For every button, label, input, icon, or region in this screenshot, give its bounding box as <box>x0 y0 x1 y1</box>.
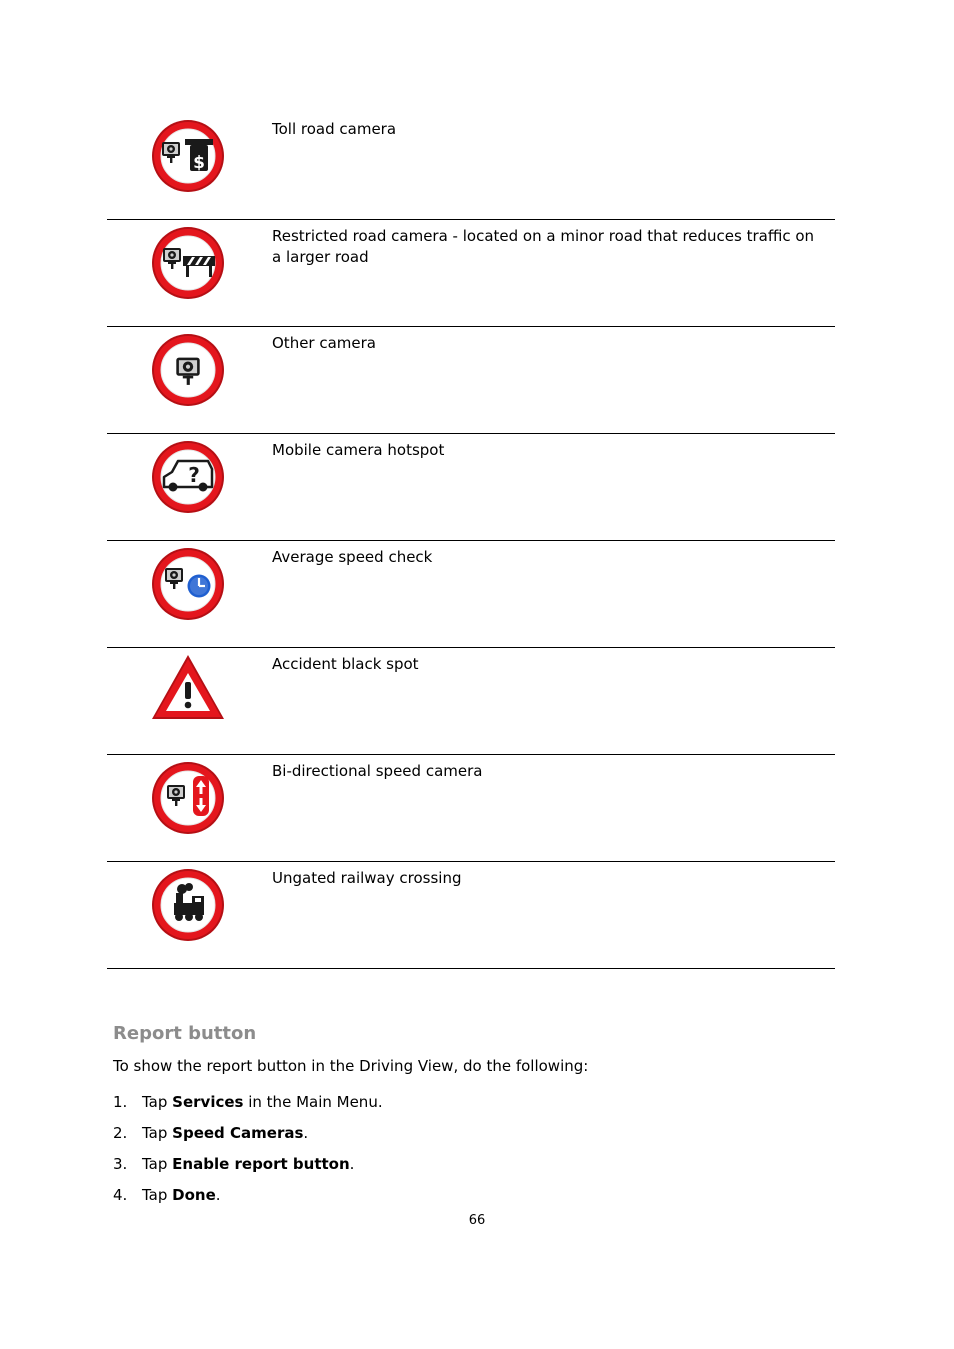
svg-text:?: ? <box>188 463 200 487</box>
svg-text:$: $ <box>193 153 205 173</box>
table-row <box>107 755 835 862</box>
camera-description: Ungated railway crossing <box>272 869 462 887</box>
camera-description: Bi-directional speed camera <box>272 762 483 780</box>
table-row <box>107 220 835 327</box>
table-row <box>107 327 835 434</box>
speed-camera-table <box>107 113 835 969</box>
table-row <box>107 541 835 648</box>
step-number: 4. <box>113 1186 128 1204</box>
section-heading: Report button <box>113 1023 257 1044</box>
camera-description: Restricted road camera - located on a minor road that reduces traffic on a larger road <box>272 227 815 266</box>
camera-description: Toll road camera <box>272 120 397 138</box>
page-number: 66 <box>468 1213 486 1228</box>
toll-road-camera-icon <box>150 118 226 194</box>
restricted-road-camera-icon <box>150 225 226 301</box>
camera-description: Mobile camera hotspot <box>272 441 445 459</box>
average-speed-check-icon <box>150 546 226 622</box>
step-text: Tap Done. <box>142 1186 221 1204</box>
table-row <box>107 862 835 969</box>
table-row <box>107 648 835 755</box>
mobile-camera-hotspot-icon <box>150 439 226 515</box>
accident-black-spot-icon <box>150 653 226 729</box>
other-camera-icon <box>150 332 226 408</box>
table-row <box>107 113 835 220</box>
step-text: Tap Enable report button. <box>142 1155 355 1173</box>
ungated-railway-crossing-icon <box>150 867 226 943</box>
section-intro: To show the report button in the Driving View, do the following: <box>113 1057 589 1075</box>
step-text: Tap Speed Cameras. <box>142 1124 309 1142</box>
camera-description: Accident black spot <box>272 655 419 673</box>
step-number: 2. <box>113 1124 128 1142</box>
table-row <box>107 434 835 541</box>
camera-description: Other camera <box>272 334 376 352</box>
camera-description: Average speed check <box>272 548 433 566</box>
bi-directional-speed-camera-icon <box>150 760 226 836</box>
step-number: 3. <box>113 1155 128 1173</box>
step-text: Tap Services in the Main Menu. <box>142 1093 383 1111</box>
step-number: 1. <box>113 1093 128 1111</box>
